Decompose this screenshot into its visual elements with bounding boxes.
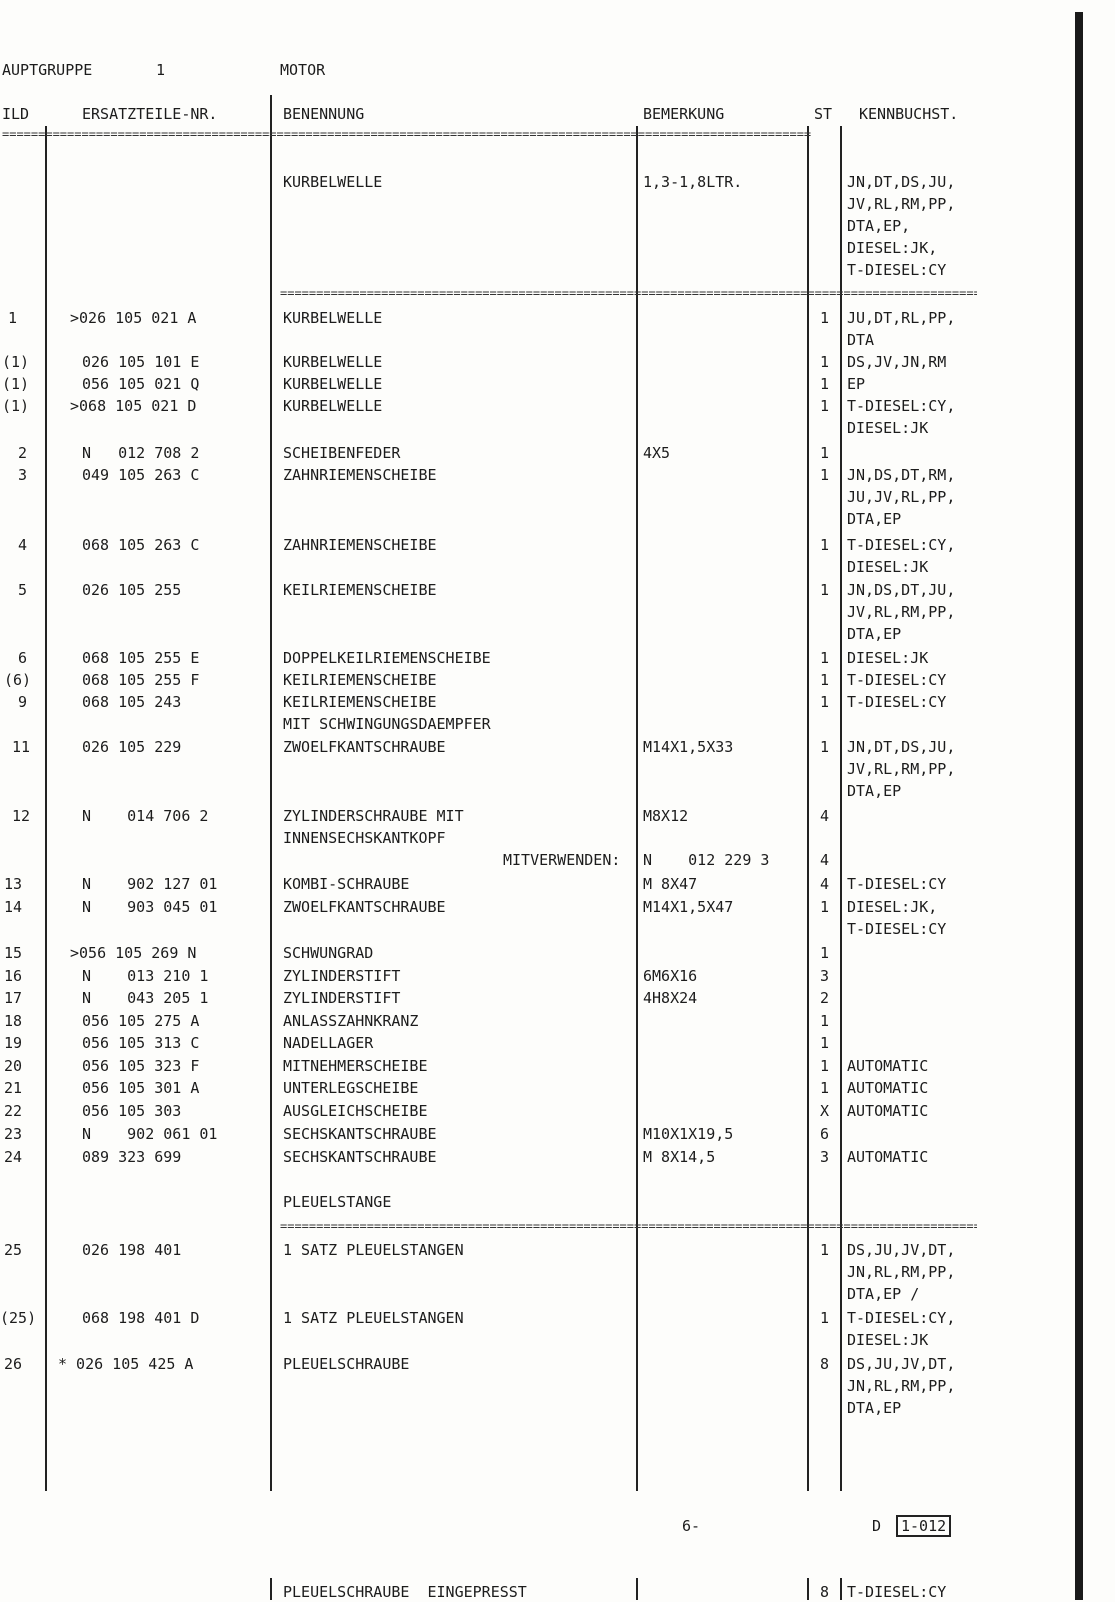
part-qty: 8 [820, 1583, 830, 1601]
part-number: N 043 205 1 [82, 989, 209, 1007]
part-number: >026 105 021 A [70, 309, 197, 327]
separator-line [2, 130, 977, 138]
part-codes: DIESEL:JK [847, 558, 929, 576]
part-codes: T-DIESEL:CY [847, 875, 947, 893]
part-name: SECHSKANTSCHRAUBE [283, 1148, 437, 1166]
part-codes: DIESEL:JK [847, 1331, 929, 1349]
part-number: N 902 061 01 [82, 1125, 218, 1143]
part-codes: JU,DT,RL,PP, [847, 309, 956, 327]
part-name: SCHWUNGRAD [283, 944, 374, 962]
bild-number: 9 [18, 693, 28, 711]
part-name: PLEUELSCHRAUBE [283, 1355, 410, 1373]
part-name: KURBELWELLE [283, 397, 383, 415]
part-codes: EP [847, 375, 866, 393]
group-name: MOTOR [280, 61, 326, 79]
group-number: 1 [156, 61, 166, 79]
part-name: DOPPELKEILRIEMENSCHEIBE [283, 649, 491, 667]
part-codes: JV,RL,RM,PP, [847, 603, 956, 621]
column-divider [840, 126, 842, 1491]
bild-number: 15 [4, 944, 23, 962]
bild-number: 4 [18, 536, 28, 554]
part-codes: AUTOMATIC [847, 1102, 929, 1120]
bild-number: 18 [4, 1012, 23, 1030]
part-remark: M 8X14,5 [643, 1148, 716, 1166]
part-remark: 1,3-1,8LTR. [643, 173, 743, 191]
part-qty: 1 [820, 444, 830, 462]
part-qty: 1 [820, 1057, 830, 1075]
bild-number: (1) [2, 397, 30, 415]
part-qty: 1 [820, 738, 830, 756]
part-codes: DIESEL:JK [847, 649, 929, 667]
part-remark: 4H8X24 [643, 989, 698, 1007]
part-remark: M10X1X19,5 [643, 1125, 734, 1143]
part-name: ANLASSZAHNKRANZ [283, 1012, 419, 1030]
part-name: ZYLINDERSCHRAUBE MIT [283, 807, 464, 825]
part-name: KEILRIEMENSCHEIBE [283, 671, 437, 689]
part-qty: 3 [820, 967, 830, 985]
bild-number: 11 [12, 738, 31, 756]
part-number: 056 105 301 A [82, 1079, 200, 1097]
part-qty: 1 [820, 466, 830, 484]
page-code-box: 1-012 [896, 1515, 951, 1537]
part-qty: 1 [820, 898, 830, 916]
part-number: 068 198 401 D [82, 1309, 200, 1327]
part-number: 068 105 255 F [82, 671, 200, 689]
part-number: >056 105 269 N [70, 944, 197, 962]
bild-number: 21 [4, 1079, 23, 1097]
part-name: KURBELWELLE [283, 375, 383, 393]
part-name: KOMBI-SCHRAUBE [283, 875, 410, 893]
bild-number: 22 [4, 1102, 23, 1120]
part-codes: DTA [847, 331, 875, 349]
column-divider [840, 1578, 842, 1600]
bild-number: 1 [8, 309, 18, 327]
bild-number: 26 [4, 1355, 23, 1373]
part-name: 1 SATZ PLEUELSTANGEN [283, 1309, 464, 1327]
bild-number: 13 [4, 875, 23, 893]
bild-number: 16 [4, 967, 23, 985]
col-header-qty: ST [814, 105, 833, 123]
part-qty: 1 [820, 581, 830, 599]
bild-number: 2 [18, 444, 28, 462]
part-codes: DS,JV,JN,RM [847, 353, 947, 371]
part-name: 1 SATZ PLEUELSTANGEN [283, 1241, 464, 1259]
part-number: N 013 210 1 [82, 967, 209, 985]
mitverwenden-label: MITVERWENDEN: [503, 851, 621, 869]
part-codes: T-DIESEL:CY [847, 261, 947, 279]
part-name: NADELLAGER [283, 1034, 374, 1052]
bild-number: 3 [18, 466, 28, 484]
part-codes: JN,DS,DT,JU, [847, 581, 956, 599]
col-header-codes: KENNBUCHST. [859, 105, 959, 123]
part-qty: 1 [820, 671, 830, 689]
bild-number: 20 [4, 1057, 23, 1075]
part-qty: 1 [820, 397, 830, 415]
part-qty: 1 [820, 309, 830, 327]
part-number: N 903 045 01 [82, 898, 218, 916]
part-name: UNTERLEGSCHEIBE [283, 1079, 419, 1097]
part-number: 056 105 323 F [82, 1057, 200, 1075]
part-remark: M8X12 [643, 807, 689, 825]
part-codes: JN,RL,RM,PP, [847, 1377, 956, 1395]
part-codes: DTA,EP [847, 1399, 902, 1417]
part-number: 026 198 401 [82, 1241, 182, 1259]
part-name: ZYLINDERSTIFT [283, 989, 401, 1007]
part-remark: M14X1,5X33 [643, 738, 734, 756]
part-codes: DTA,EP [847, 510, 902, 528]
part-qty: 4 [820, 875, 830, 893]
part-qty: 4 [820, 807, 830, 825]
part-name: SCHEIBENFEDER [283, 444, 401, 462]
part-codes: T-DIESEL:CY [847, 1583, 947, 1601]
part-name: PLEUELSCHRAUBE EINGEPRESST [283, 1583, 527, 1601]
part-number: * 026 105 425 A [58, 1355, 194, 1373]
part-name: ZWOELFKANTSCHRAUBE [283, 898, 446, 916]
part-qty: 1 [820, 375, 830, 393]
part-name: AUSGLEICHSCHEIBE [283, 1102, 428, 1120]
part-remark: 4X5 [643, 444, 671, 462]
part-number: >068 105 021 D [70, 397, 197, 415]
bild-number: (6) [4, 671, 32, 689]
part-codes: JN,RL,RM,PP, [847, 1263, 956, 1281]
column-divider [270, 95, 272, 1491]
part-name-continued: MIT SCHWINGUNGSDAEMPFER [283, 715, 491, 733]
column-divider [45, 126, 47, 1491]
part-codes: JV,RL,RM,PP, [847, 195, 956, 213]
part-codes: DTA,EP, [847, 217, 911, 235]
part-name: MITNEHMERSCHEIBE [283, 1057, 428, 1075]
separator-line [280, 289, 977, 297]
part-qty: 1 [820, 649, 830, 667]
part-name: KURBELWELLE [283, 173, 383, 191]
part-qty: 1 [820, 353, 830, 371]
part-codes: DS,JU,JV,DT, [847, 1355, 956, 1373]
part-codes: JN,DS,DT,RM, [847, 466, 956, 484]
part-number: N 012 708 2 [82, 444, 200, 462]
part-name: KURBELWELLE [283, 309, 383, 327]
col-header-part-no: ERSATZTEILE-NR. [82, 105, 218, 123]
part-qty: 1 [820, 944, 830, 962]
part-number: 068 105 255 E [82, 649, 200, 667]
part-number: 026 105 229 [82, 738, 182, 756]
part-codes: T-DIESEL:CY, [847, 397, 956, 415]
part-remark: 6M6X16 [643, 967, 698, 985]
column-divider [636, 1578, 638, 1600]
part-qty: X [820, 1102, 830, 1120]
bild-number: 24 [4, 1148, 23, 1166]
part-codes: DIESEL:JK, [847, 239, 938, 257]
group-label: AUPTGRUPPE [2, 61, 93, 79]
part-number: 026 105 101 E [82, 353, 200, 371]
section-heading: PLEUELSTANGE [283, 1193, 392, 1211]
part-codes: T-DIESEL:CY, [847, 536, 956, 554]
part-codes: AUTOMATIC [847, 1148, 929, 1166]
page-code-prefix: D [872, 1517, 882, 1535]
bild-number: 12 [12, 807, 31, 825]
part-name: ZYLINDERSTIFT [283, 967, 401, 985]
page-number: 6- [682, 1517, 701, 1535]
part-codes: JN,DT,DS,JU, [847, 173, 956, 191]
bild-number: 14 [4, 898, 23, 916]
bild-number: (1) [2, 375, 30, 393]
part-name: KURBELWELLE [283, 353, 383, 371]
bild-number: (25) [0, 1309, 37, 1327]
part-codes: AUTOMATIC [847, 1057, 929, 1075]
part-qty: 8 [820, 1355, 830, 1373]
part-number: 089 323 699 [82, 1148, 182, 1166]
part-codes: DTA,EP / [847, 1285, 920, 1303]
part-number: 026 105 255 [82, 581, 182, 599]
part-number: 068 105 263 C [82, 536, 200, 554]
part-number: 056 105 303 [82, 1102, 182, 1120]
part-number: 056 105 275 A [82, 1012, 200, 1030]
part-qty: 1 [820, 536, 830, 554]
bild-number: 23 [4, 1125, 23, 1143]
part-name: ZAHNRIEMENSCHEIBE [283, 536, 437, 554]
part-qty: 6 [820, 1125, 830, 1143]
part-codes: JV,RL,RM,PP, [847, 760, 956, 778]
column-divider [636, 126, 638, 1491]
part-codes: JU,JV,RL,PP, [847, 488, 956, 506]
part-codes: JN,DT,DS,JU, [847, 738, 956, 756]
part-qty: 1 [820, 1309, 830, 1327]
part-name: ZWOELFKANTSCHRAUBE [283, 738, 446, 756]
part-qty: 4 [820, 851, 830, 869]
part-number: N 902 127 01 [82, 875, 218, 893]
part-codes: DIESEL:JK [847, 419, 929, 437]
part-qty: 1 [820, 1012, 830, 1030]
col-header-remark: BEMERKUNG [643, 105, 725, 123]
part-name: KEILRIEMENSCHEIBE [283, 693, 437, 711]
bild-number: 5 [18, 581, 28, 599]
part-codes: DTA,EP [847, 782, 902, 800]
separator-line [280, 1222, 977, 1230]
part-number: N 014 706 2 [82, 807, 209, 825]
part-codes: AUTOMATIC [847, 1079, 929, 1097]
part-qty: 2 [820, 989, 830, 1007]
column-divider [270, 1578, 272, 1600]
part-number: 056 105 313 C [82, 1034, 200, 1052]
bild-number: (1) [2, 353, 30, 371]
page-edge-bar [1075, 12, 1083, 1600]
part-qty: 1 [820, 1241, 830, 1259]
part-number: 068 105 243 [82, 693, 182, 711]
part-codes: DIESEL:JK, [847, 898, 938, 916]
part-name: ZAHNRIEMENSCHEIBE [283, 466, 437, 484]
part-remark: N 012 229 3 [643, 851, 770, 869]
part-codes: T-DIESEL:CY [847, 920, 947, 938]
bild-number: 6 [18, 649, 28, 667]
part-qty: 1 [820, 1079, 830, 1097]
part-qty: 1 [820, 693, 830, 711]
part-qty: 3 [820, 1148, 830, 1166]
bild-number: 19 [4, 1034, 23, 1052]
bild-number: 25 [4, 1241, 23, 1259]
part-codes: T-DIESEL:CY, [847, 1309, 956, 1327]
col-header-bild: ILD [2, 105, 30, 123]
column-divider [807, 126, 809, 1491]
part-remark: M 8X47 [643, 875, 698, 893]
part-qty: 1 [820, 1034, 830, 1052]
part-name: KEILRIEMENSCHEIBE [283, 581, 437, 599]
column-divider [807, 1578, 809, 1600]
col-header-name: BENENNUNG [283, 105, 365, 123]
bild-number: 17 [4, 989, 23, 1007]
part-remark: M14X1,5X47 [643, 898, 734, 916]
part-codes: T-DIESEL:CY [847, 693, 947, 711]
part-number: 056 105 021 Q [82, 375, 200, 393]
part-number: 049 105 263 C [82, 466, 200, 484]
part-name-continued: INNENSECHSKANTKOPF [283, 829, 446, 847]
part-codes: DTA,EP [847, 625, 902, 643]
part-codes: T-DIESEL:CY [847, 671, 947, 689]
part-codes: DS,JU,JV,DT, [847, 1241, 956, 1259]
part-name: SECHSKANTSCHRAUBE [283, 1125, 437, 1143]
